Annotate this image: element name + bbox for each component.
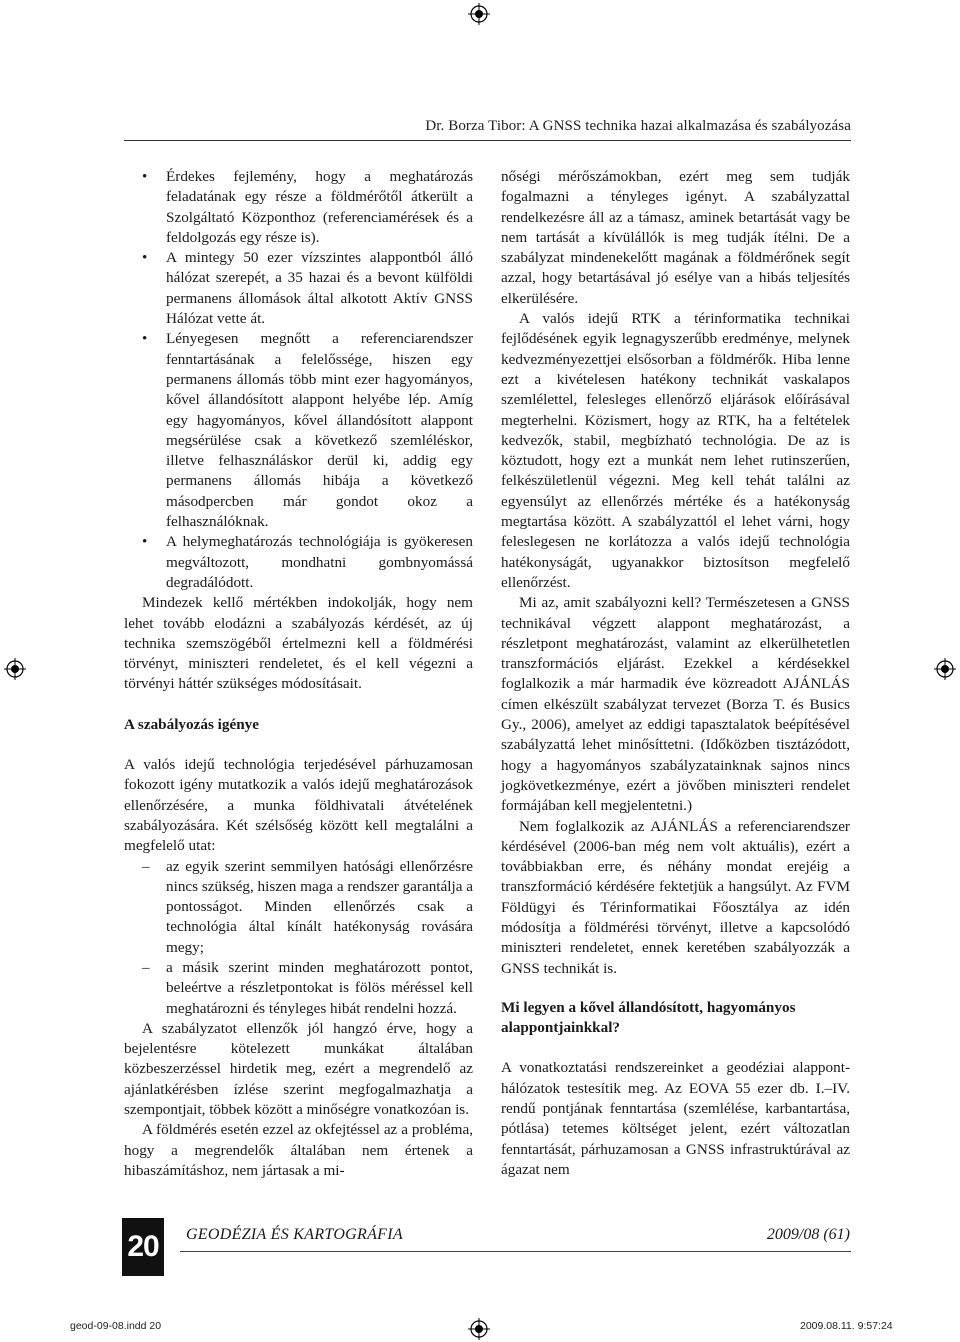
list-item: • Lényegesen megnőtt a referenciarendszer fenntartásának a felelőssége, hiszen egy permanens állomás több mint ezer hagyományos, kővel állandósított alappont helyébe lép. Amíg egy hagyományos, kővel állandósított alappont megsérülése csak a következő szemléléskor, illetve felhasználáskor derül ki, addig egy permanens állomás hibája a következő másodpercben már gondot okoz a felhasználóknak.	[142, 330, 473, 531]
section-heading: A szabályozás igénye	[124, 715, 259, 733]
section-heading: Mi legyen a kővel állandósított, hagyományos alappontjainkkal?	[501, 998, 796, 1037]
list-item: • A helymeghatározás technológiája is gyökeresen megváltozott, mondhatni gombnyomássá degradálódott.	[142, 533, 473, 591]
paragraph: Nem foglalkozik az AJÁNLÁS a referenciarendszer kérdésével (2006-ban még nem volt aktuális), ezért a továbbiakban erre, és néhány mondat erejéig a transzformáció kérdésére fektetjük a hangsúlyt. Az FVM Földügyi és Térinformatikai Főosztálya az idén módosítja a földmérési törvényt, illetve a kapcsolódó miniszteri rendeletet, ennek keretében szabályozzák a GNSS technikát is.	[501, 817, 850, 977]
bullet-list	[124, 167, 473, 593]
list-item: • Érdekes fejlemény, hogy a meghatározás feladatának egy része a földmérőtől átkerült a Szolgáltató Központhoz (referenciamérések és a feldolgozás egy része is).	[142, 168, 473, 246]
registration-mark-icon	[468, 1318, 490, 1340]
paragraph: Mi az, amit szabályozni kell? Természetesen a GNSS technikával végzett alappont meghatározást, a részletpont meghatározást, valamint az elkerülhetetlen transzformációs eljárást. Ezekkel a kérdésekkel foglalkozik a már harmadik éve közreadott AJÁNLÁS címen elkészült szabályzat tervezet (Borza T. és Busics Gy., 2006), amelyet az eddigi tapasztalatok beépítésével szabályzattá lehet minősíttetni. (Időközben tisztázódott, hogy a hagyományos szabályzatainknak sajnos nincs jogkövetkezménye, ezért a jövőben miniszteri rendelet formájában kell megjelentetni.)	[501, 594, 850, 815]
paragraph: A vonatkoztatási rendszereinket a geodéziai alapponthálózatok testesítik meg. Az EOVA 55 ezer db. I.–IV. rendű pontjának fenntartása (szemlélése, karbantartása, pótlása) tetemes költséget jelent, ezért változatlan fenntartását, párhuzamosan a GNSS infrastruktúrával az ágazat nem	[501, 1059, 850, 1178]
print-slug-file: geod-09-08.indd 20	[70, 1320, 162, 1332]
registration-mark-icon	[4, 658, 26, 680]
bullet-marker: •	[142, 168, 148, 185]
bullet-marker: •	[142, 533, 148, 551]
running-head-author: Dr. Borza Tibor:	[425, 118, 526, 134]
list-item: – a másik szerint minden meghatározott pontot, beleértve a részletpontokat is fölös méréssel kell meghatározni és tényleges hibát rendelni hozzá.	[142, 958, 473, 1017]
list-item: • A mintegy 50 ezer vízszintes alappontból álló hálózat szerepét, a 35 hazai és a bevont külföldi permanens állomások által alkotott Aktív GNSS Hálózat vette át.	[142, 249, 473, 328]
paragraph: nőségi mérőszámokban, ezért meg sem tudják fogalmazni a tényleges igényt. A szabályzattal rendelkezésre áll az a támasz, aminek betartását vagy be nem tartását a kívülállók is meg tudják ítélni. De a szabályzat mindenekelőtt magának a földmérőnek segít azzal, hogy betartásával jó esélye van a hibás teljesítés elkerülésére.	[501, 168, 850, 307]
paragraph: A valós idejű RTK a térinformatika technikai fejlődésének egyik legnagyszerűbb eredménye, melynek kedvezményezettjei elsősorban a földmérők. Hiba lenne ezt a kivételesen hatékony technikát vaskalapos szemlélettel, felesleges ellenőrző eljárások előírásával megterhelni. Közismert, hogy az RTK, ha a feltételek kedvezők, stabil, megbízható technológia. De az is köztudott, hogy ezt a munkát nem lehet rutinszerűen, felkészületlenül végezni. Meg kell tehát találni az egyensúlyt az ellenőrzés mértéke és a hatékonyság megtartása között. A szabályzattól el lehet várni, hogy feleslegesen ne korlátozza a valós idejű technológia hatékonyságát, ugyanakkor biztosítson megfelelő ellenőrzést.	[501, 310, 850, 591]
dash-list	[124, 857, 473, 1019]
left-column	[124, 167, 473, 1181]
running-head-title: A GNSS technika hazai alkalmazása és szabályozása	[528, 118, 851, 134]
journal-title: GEODÉZIA ÉS KARTOGRÁFIA	[186, 1226, 403, 1243]
paragraph: A szabályzatot ellenzők jól hangzó érve, hogy a bejelentésre kötelezett munkákat általában közbeszerzéssel hirdetik meg, ezért a megrendelő az ajánlatkérésben ízlése szerint megfogalmazhatja a szempontjait, többek között a minőségre vonatkozóan is.	[124, 1019, 473, 1119]
list-item: – az egyik szerint semmilyen hatósági ellenőrzésre nincs szükség, hiszen maga a rendszer garantálja a pontosságot. Minden ellenőrzés csak a technológia által kínált hatékonyság rovására megy;	[142, 857, 473, 956]
registration-mark-icon	[934, 658, 956, 680]
bullet-marker: •	[142, 330, 148, 348]
registration-mark-icon	[468, 3, 490, 25]
paragraph: A földmérés esetén ezzel az okfejtéssel az a probléma, hogy a megrendelők általában nem értenek a hibaszámításhoz, nem jártasak a mi-	[124, 1121, 473, 1179]
running-head	[0, 118, 851, 135]
page-number: 20	[122, 1218, 164, 1276]
print-slug-timestamp: 2009.08.11. 9:57:24	[800, 1320, 893, 1332]
issue-number: 2009/08 (61)	[766, 1226, 850, 1243]
dash-marker: –	[142, 958, 150, 976]
footer-rule	[180, 1251, 851, 1252]
paragraph: A valós idejű technológia terjedésével párhuzamosan fokozott igény mutatkozik a valós idejű meghatározások ellenőrzésére, a munka földhivatali átvételének szabályozására. Két szélsőség között kell megtalálni a megfelelő utat:	[124, 756, 473, 855]
right-column	[501, 167, 850, 1180]
header-rule	[124, 140, 851, 141]
paragraph: Mindezek kellő mértékben indokolják, hogy nem lehet tovább elodázni a szabályozás kérdését, az új technika szemszögéből értelmezni kell a földmérési törvényt, miniszteri rendeletet, és el kell végezni a törvényi háttér szükséges módosításait.	[124, 594, 473, 693]
dash-marker: –	[142, 857, 150, 875]
bullet-marker: •	[142, 249, 148, 267]
